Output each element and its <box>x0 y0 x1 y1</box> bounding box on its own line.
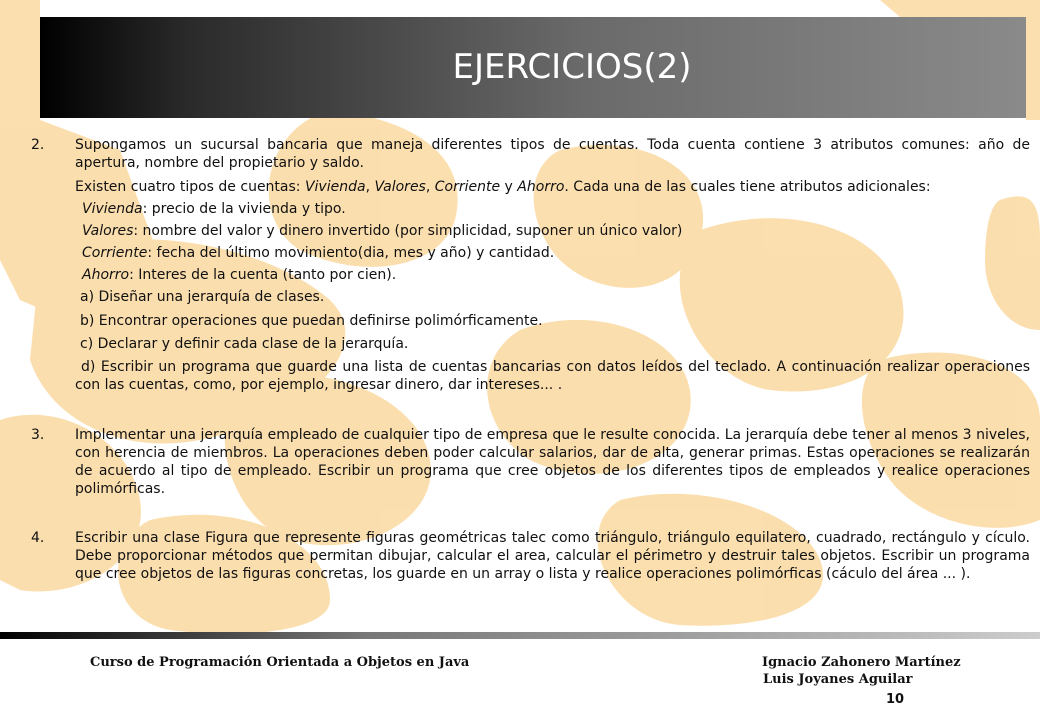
footer-rule <box>0 632 1040 639</box>
task-c: c) Declarar y definir cada clase de la jerarquía. <box>80 336 409 352</box>
footer-course: Curso de Programación Orientada a Objetos en Java <box>90 655 470 670</box>
exercise-2-number: 2. <box>31 137 45 153</box>
account-types-line: Existen cuatro tipos de cuentas: Vivienda, Valores, Corriente y Ahorro. Cada una de las cuales tiene atributos adicionales: <box>75 179 931 195</box>
type-corriente: Corriente <box>434 179 501 195</box>
task-a: a) Diseñar una jerarquía de clases. <box>80 289 325 305</box>
ahorro-attributes: Ahorro: Interes de la cuenta (tanto por cien). <box>82 267 397 283</box>
corriente-attributes: Corriente: fecha del último movimiento(dia, mes y año) y cantidad. <box>82 245 555 261</box>
type-vivienda: Vivienda <box>304 179 366 195</box>
exercise-4-number: 4. <box>31 530 45 546</box>
footer-author-2: Luis Joyanes Aguilar <box>763 672 913 687</box>
task-b: b) Encontrar operaciones que puedan definirse polimórficamente. <box>80 313 543 329</box>
valores-attributes: Valores: nombre del valor y dinero invertido (por simplicidad, suponer un único valor) <box>82 223 683 239</box>
exercise-4-text: Escribir una clase Figura que represente figuras geométricas talec como triángulo, triángulo equilatero, cuadrado, rectángulo y cículo. Debe proporcionar métodos que permitan dibujar, calcular el area, calcular el périmetro y destruir tales objetos. Escribir un programa que cree objetos de las figuras concretas, los guarde en un array o lista y realice operaciones polimórficas (cáculo del área ... ). <box>75 530 1030 582</box>
vivienda-attributes: Vivienda: precio de la vivienda y tipo. <box>82 201 346 217</box>
exercise-3-text: Implementar una jerarquía empleado de cualquier tipo de empresa que le resulte conocida. La jerarquía debe tener al menos 3 niveles, con herencia de miembros. La operaciones deben poder calcular salarios, dar de alta, generar primas. Estas operaciones se realizarán de acuerdo al tipo de empleado. Escribir un programa que cree objetos de los diferentes tipos de empleados y realice operaciones polimórficas. <box>75 427 1030 497</box>
type-ahorro: Ahorro <box>517 179 565 195</box>
type-valores: Valores <box>374 179 426 195</box>
page-number: 10 <box>886 692 905 707</box>
footer-author-1: Ignacio Zahonero Martínez <box>762 655 961 670</box>
exercise-3-number: 3. <box>31 427 45 443</box>
exercise-2-intro: Supongamos un sucursal bancaria que maneja diferentes tipos de cuentas. Toda cuenta contiene 3 atributos comunes: año de apertura, nombre del propietario y saldo. <box>75 137 1030 171</box>
title-bar <box>40 17 1026 118</box>
slide-title: EJERCICIOS(2) <box>452 47 692 87</box>
task-d: d) Escribir un programa que guarde una lista de cuentas bancarias con datos leídos del teclado. A continuación realizar operaciones con las cuentas, como, por ejemplo, ingresar dinero, dar intereses... . <box>75 359 1030 393</box>
